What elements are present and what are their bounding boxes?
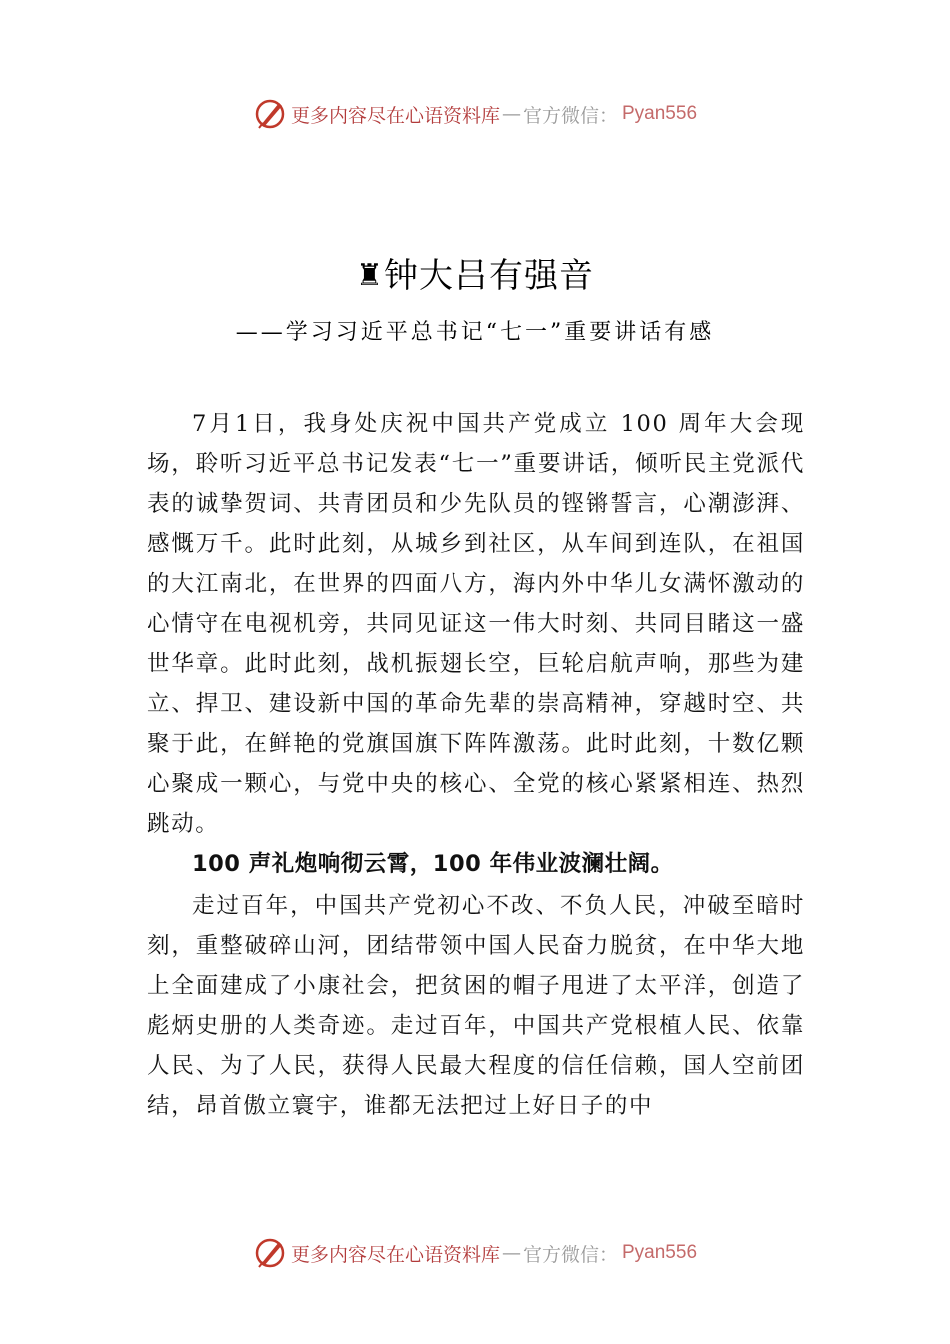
watermark-separator: — [501,103,521,125]
document-title [0,252,950,300]
watermark-wechat-account: Pyan556 [622,103,698,124]
watermark-separator: — [501,1242,521,1264]
document-title-text: 钟大吕有强音 [383,256,594,296]
body-paragraph-3: 走过百年，中国共产党初心不改、不负人民，冲破至暗时刻，重整破碎山河，团结带领中国人民奋力脱贫，在中华大地上全面建成了小康社会，把贫困的帽子甩进了太平洋，创造了彪炳史册的人类奇迹。走过百年，中国共产党根植人民、依靠人民、为了人民，获得人民最大程度的信任信赖，国人空前团结，昂首傲立寰宇，谁都无法把过上好日子的中 [147,893,805,1119]
watermark-wechat-label: 官方微信： [522,104,618,127]
watermark-brand-text: 更多内容尽在心语资料库 [290,1243,500,1266]
rook-icon: ♜ [356,258,384,293]
watermark-wechat-account: Pyan556 [622,1242,698,1263]
watermark-brand-text: 更多内容尽在心语资料库 [290,104,500,127]
document-body [147,404,805,1126]
watermark-footer [0,1233,950,1273]
body-paragraph-1: 7月1日，我身处庆祝中国共产党成立 100 周年大会现场，聆听习近平总书记发表“七一”重要讲话，倾听民主党派代表的诚挚贺词、共青团员和少先队员的铿锵誓言，心潮澎湃、感慨万千。此时此刻，从城乡到社区，从车间到连队，在祖国的大江南北，在世界的四面八方，海内外中华儿女满怀激动的心情守在电视机旁，共同见证这一伟大时刻、共同目睹这一盛世华章。此时此刻，战机振翅长空，巨轮启航声响，那些为建立、捍卫、建设新中国的革命先辈的崇高精神，穿越时空、共聚于此，在鲜艳的党旗国旗下阵阵激荡。此时此刻，十数亿颗心聚成一颗心，与党中央的核心、全党的核心紧紧相连、热烈跳动。 [147,411,805,837]
document-subtitle: ——学习习近平总书记“七一”重要讲话有感 [235,320,715,345]
body-paragraph-2-bold: 100 声礼炮响彻云霄，100 年伟业波澜壮阔。 [192,851,674,877]
watermark-wechat-label: 官方微信： [522,1243,618,1266]
quill-pen-logo-icon [253,1236,287,1270]
watermark-header [0,94,950,134]
quill-pen-logo-icon [253,97,287,131]
